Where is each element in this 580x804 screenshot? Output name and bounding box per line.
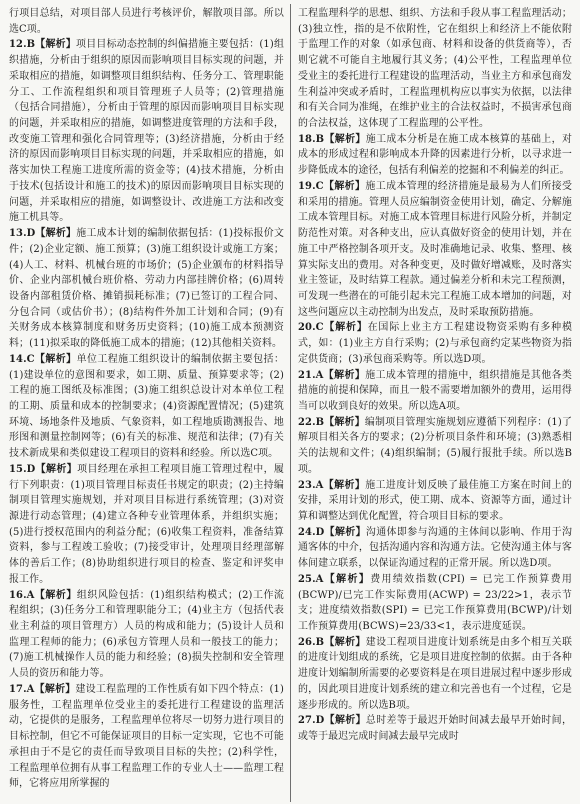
analysis-tag: 【解析】 <box>34 589 77 601</box>
entry-number: 27.D <box>298 715 325 727</box>
entry-number: 19.C <box>298 180 324 192</box>
entry-number: 26.B <box>298 636 325 648</box>
entry-text: 建设工程监理的工作性质有如下四个特点：(1)服务性，工程监理单位受业主的委托进行工程建设的监理活动，它提供的是服务，工程监理单位将尽一切努力进行项目的目标控制，但它不可能保证项目的目标一定实现，它也不可能承担由于不是它的责任而导致项目目标的失控；(2)科学性，工程监理单位拥有从事工程监理工作的专业人士——监理工程师，它将应用所掌握的 <box>9 683 284 790</box>
entry-20 <box>298 320 572 367</box>
entry-text: 施工进度计划反映了最佳施工方案在时间上的安排，采用计划的形式，使工期、成本、资源等方面，通过计算和调整达到优化配置，符合项目目标的要求。 <box>298 479 572 522</box>
entry-text: 项目经理在承担工程项目施工管理过程中，履行下列职责：(1)项目管理目标责任书规定的职责；(2)主持编制项目管理实施规划，并对项目目标进行系统管理；(3)对资源进行动态管理；(4)建立各种专业管理体系，并组织实施；(5)进行授权范围内的利益分配；(6)收集工程资料，准备结算资料，参与工程竣工验收；(7)接受审计，处理项目经理部解体的善后工作；(8)协助组织进行项目的检查、鉴定和评奖申报工作。 <box>9 463 284 585</box>
entry-number: 13.D <box>9 228 36 240</box>
entry-number: 14.C <box>9 353 35 365</box>
entry-text: 单位工程施工组织设计的编制依据主要包括：(1)建设单位的意图和要求，如工期、质量、预算要求等；(2)工程的施工图纸及标准图；(3)施工组织总设计对本单位工程的工期、质量和成本的控制要求；(4)资源配置情况；(5)建筑环境、场地条件及地质、气象资料，如工程地质勘测报告、地形图和测量控制网等；(6)有关的标准、规范和法律；(7)有关技术新成果和类似建设工程项目的资料和经验。所以选C项。 <box>9 353 285 460</box>
entry-number: 15.D <box>9 463 36 475</box>
entry-text: 总时差等于最迟开始时间减去最早开始时间，或等于最迟完成时间减去最早完成时 <box>298 715 572 743</box>
entry-22 <box>298 415 572 478</box>
entry-number: 23.A <box>298 479 324 491</box>
entry-26 <box>298 635 572 714</box>
analysis-tag: 【解析】 <box>324 133 366 145</box>
entry-continuation-right: 工程监理科学的思想、组织、方法和手段从事工程监理活动；(3)独立性，指的是不依附性，它在组织上和经济上不能依附于监理工作的对象（如承包商、材料和设备的供货商等），否则它就不可能自主地履行其义务；(4)公平性，工程监理单位受业主的委托进行工程建设的监理活动，当业主方和承包商发生利益冲突或矛盾时，工程监理机构应以事实为依据，以法律和有关合同为准绳，在维护业主的合法权益时，不损害承包商的合法权益，这体现了工程监理的公平性。 <box>298 8 572 130</box>
left-column <box>9 6 284 792</box>
entry-number: 16.A <box>9 589 35 601</box>
entry-number: 18.B <box>298 133 325 145</box>
entry-number: 24.D <box>298 526 325 538</box>
entry-text: 项目目标动态控制的纠偏措施主要包括：(1)组织措施，分析由于组织的原因而影响项目目标实现的问题，并采取相应的措施，如调整项目组织结构、任务分工、管理职能分工、工作流程组织和项目管理班子人员等；(2)管理措施（包括合同措施），分析由于管理的原因而影响项目目标实现的问题，并采取相应的措施，如调整进度管理的方法和手段，改变施工管理和强化合同管理等；(3)经济措施，分析由于经济的原因而影响项目目标实现的问题，并采取相应的措施，如落实加快工程施工进度所需的资金等；(4)技术措施，分析由于技术(包括设计和施工的技术)的原因而影响项目目标实现的问题，并采取相应的措施，如调整设计、改进施工方法和改变施工机具等。 <box>9 39 285 224</box>
entry-continuation-left: 行项目总结，对项目部人员进行考核评价，解散项目部。所以选C项。 <box>9 8 284 35</box>
entry-12 <box>9 37 284 226</box>
entry-27 <box>298 713 572 744</box>
entry-text: 施工成本计划的编制依据包括：(1)投标报价文件；(2)企业定额、施工预算；(3)施工组织设计或施工方案；(4)人工、材料、机械台班的市场价；(5)企业颁布的材料指导价、企业内部机械台班价格、劳动力内部挂牌价格；(6)周转设备内部租赁价格、摊销损耗标准；(7)已签订的工程合同、分包合同（或估价书）；(8)结构件外加工计划和合同；(9)有关财务成本核算制度和财务历史资料；(10)施工成本预测资料；(11)拟采取的降低施工成本的措施；(12)其他相关资料。 <box>9 228 284 350</box>
entry-18 <box>298 132 572 179</box>
entry-17 <box>9 682 284 792</box>
analysis-tag: 【解析】 <box>34 683 76 695</box>
entry-text: 组织风险包括：(1)组织结构模式；(2)工作流程组织；(3)任务分工和管理职能分工；(4)业主方（包括代表业主利益的项目管理方）人员的构成和能力；(5)设计人员和监理工程师的能力；(6)承包方管理人员和一般技工的能力；(7)施工机械操作人员的能力和经验；(8)损失控制和安全管理人员的资历和能力等。 <box>9 589 284 680</box>
entry-24 <box>298 525 572 572</box>
entry-number: 21.A <box>298 369 324 381</box>
column-divider <box>290 4 291 802</box>
entry-16 <box>9 588 284 682</box>
entry-number: 12.B <box>9 39 36 51</box>
analysis-tag: 【解析】 <box>324 526 366 538</box>
entry-text: 施工成本管理的经济措施是最易为人们所接受和采用的措施。管理人员应编制资金使用计划，确定、分解施工成本管理目标。对施工成本管理目标进行风险分析，并制定防范性对策。对各种支出，应认真做好资金的使用计划，并在施工中严格控制各项开支。及时准确地记录、收集、整理、核算实际支出的费用。对各种变更，及时做好增减账，及时落实业主签证，及时结算工程款。通过偏差分析和未完工程预测，可发现一些潜在的可能引起未完工程施工成本增加的问题，对这些问题应以主动控制为出发点，及时采取预防措施。 <box>298 180 573 318</box>
entry-25 <box>298 572 572 635</box>
entry-text: 施工成本分析是在施工成本核算的基础上，对成本的形成过程和影响成本升降的因素进行分析，以寻求进一步降低成本的途径，包括有利偏差的挖掘和不利偏差的纠正。 <box>298 133 572 177</box>
entry-number: 17.A <box>9 683 35 695</box>
entry-number: 25.A <box>298 573 324 585</box>
analysis-tag: 【解析】 <box>324 636 366 648</box>
entry-number: 22.B <box>298 416 325 428</box>
entry-text: 在国际上业主方工程建设物资采购有多种模式，如：(1)业主方自行采购；(2)与承包商约定某些物资为指定供货商；(3)承包商采购等。所以选D项。 <box>298 322 573 365</box>
entry-number: 20.C <box>298 322 324 334</box>
analysis-tag: 【解析】 <box>323 180 366 192</box>
analysis-tag: 【解析】 <box>323 369 366 381</box>
analysis-tag: 【解析】 <box>324 416 365 428</box>
entry-14 <box>9 352 284 462</box>
entry-19 <box>298 179 572 320</box>
analysis-tag: 【解析】 <box>35 463 78 475</box>
entry-text: 费用绩效指数(CPI) = 已完工作预算费用(BCWP)/已完工作实际费用(ACWP) = 23/22>1，表示节支；进度绩效指数(SPI) = 已完工作预算费用(BCWP)/计划工作预算费用(BCWS)=23/33<1，表示进度延误。 <box>298 573 572 633</box>
entry-23 <box>298 478 572 525</box>
analysis-tag: 【解析】 <box>323 479 366 491</box>
right-column <box>298 6 572 745</box>
entry-13 <box>9 226 284 352</box>
analysis-tag: 【解析】 <box>35 39 77 51</box>
entry-21 <box>298 368 572 415</box>
entry-text: 建设工程项目进度计划系统是由多个相互关联的进度计划组成的系统，它是项目进度控制的依据。由于各种进度计划编制所需要的必要资料是在项目进展过程中逐步形成的，因此项目进度计划系统的建立和完善也有一个过程，它是逐步形成的。所以选B项。 <box>298 636 572 711</box>
analysis-tag: 【解析】 <box>323 322 368 334</box>
entry-text: 编制项目管理实施规划应遵循下列程序：(1)了解项目相关各方的要求；(2)分析项目条件和环境；(3)熟悉相关的法规和文件；(4)组织编制；(5)履行报批手续。所以选B项。 <box>298 416 573 475</box>
entry-text: 沟通体即参与沟通的主体间以影响、作用于沟通客体的中介，包括沟通内容和沟通方法。它使沟通主体与客体间建立联系，以保证沟通过程的正常开展。所以选D项。 <box>298 526 572 570</box>
analysis-tag: 【解析】 <box>35 228 77 240</box>
entry-15 <box>9 462 284 588</box>
analysis-tag: 【解析】 <box>324 715 366 727</box>
entry-text: 施工成本管理的措施中，组织措施是其他各类措施的前提和保障，而且一般不需要增加额外的费用，运用得当可以收到良好的效果。所以选A项。 <box>298 369 572 412</box>
analysis-tag: 【解析】 <box>323 573 371 585</box>
analysis-tag: 【解析】 <box>34 353 77 365</box>
